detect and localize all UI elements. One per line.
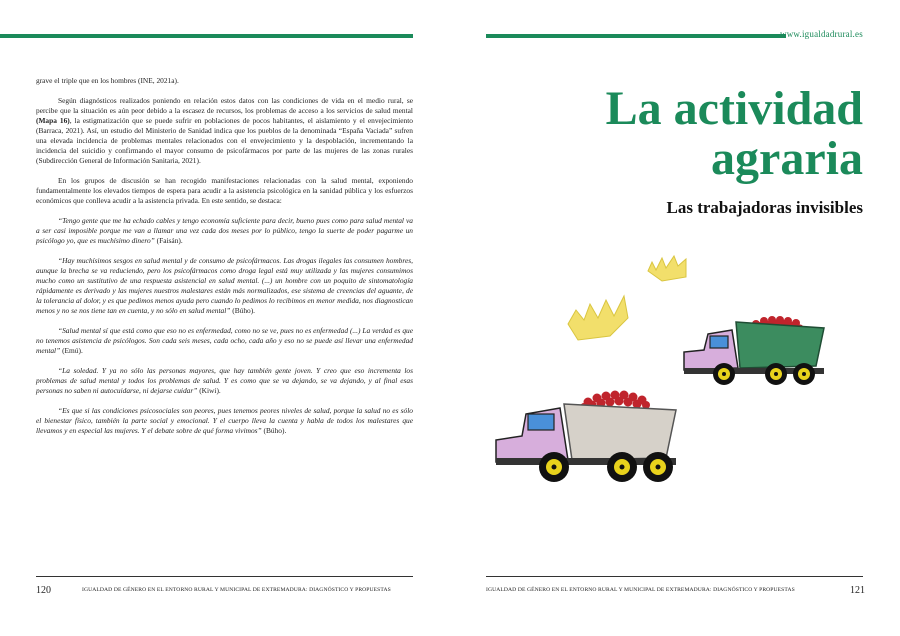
top-accent-bar [0, 34, 413, 38]
map-reference-link[interactable]: (Mapa 16) [36, 116, 70, 125]
quote-3 [36, 326, 413, 356]
body-text [36, 76, 413, 446]
quote-attribution: (Búho). [230, 306, 256, 315]
paragraph-1-part-b: , la estigmatización que se puede sufrir en poblaciones de pocos habitantes, el aislamiento y el envejecimiento (Barraca, 2021). Así, un estudio del Ministerio de Sanidad indica que los pueblos de la denominada “España Vaciada” sufren una elevada incidencia de problemas mentales relacionados con el envejecimiento y la despoblación, incrementando la incidencia del suicidio y confirmando el mayor consumo de psicofármacos por parte de las mujeres de las zonas rurales (Subdirección General de Información Sanitaria, 2021). [36, 116, 413, 165]
site-url-link[interactable]: www.igualdadrural.es [780, 29, 863, 39]
intro-fragment: grave el triple que en los hombres (INE, 2021a). [36, 76, 179, 85]
footer-caption: IGUALDAD DE GÉNERO EN EL ENTORNO RURAL Y MUNICIPAL DE EXTREMADURA: DIAGNÓSTICO Y PROPUESTAS [82, 587, 391, 593]
green-dump-truck-icon [684, 316, 824, 385]
quote-attribution: (Emú). [60, 346, 83, 355]
crown-icon-large [568, 296, 628, 340]
page-number: 120 [36, 585, 51, 596]
illustration [450, 0, 900, 636]
quote-attribution: (Kiwi). [197, 386, 221, 395]
right-page [450, 0, 900, 636]
quote-attribution: (Faisán). [154, 236, 183, 245]
footer-rule [486, 576, 863, 577]
quote-text: “Salud mental sí que está como que eso no es enfermedad, como no se ve, pues no es enfermedad (...) La verdad es que no tenemos asistencia de psicólogos. Son cada seis meses, cada ocho, cada año y eso no se puede así llevar una enfermedad mental” [36, 326, 413, 355]
quote-text: “Hay muchísimos sesgos en salud mental y de consumo de psicofármacos. Las drogas ilegales las consumen hombres, aunque la brecha se va reduciendo, pero los psicofármacos como droga legal está muy utilizada y las mujeres consumimos mucho como un sustitutivo de una respuesta asistencial en salud mental. (...) un hombre con un poquito de sintomatología rápidamente es derivado y las mujeres nuestros malestares están más normalizados, ese sistema de creencias del aguante, de la tolerancia al dolor, y es que pedimos menos ayuda pero cuando lo pedimos lo recibimos en menor medida, nos diagnostican menos y no se nos tiene tan en cuenta, y no sólo en salud mental” [36, 256, 413, 315]
quote-attribution: (Búho). [261, 426, 287, 435]
footer-caption: IGUALDAD DE GÉNERO EN EL ENTORNO RURAL Y MUNICIPAL DE EXTREMADURA: DIAGNÓSTICO Y PROPUESTAS [486, 587, 795, 593]
title-line-1: La actividad [605, 82, 863, 135]
quote-text: “La soledad. Y ya no sólo las personas mayores, que hay también gente joven. Y creo que eso incrementa los problemas de salud mental y todos los problemas de salud. Y es como que se va dejando, se va dejando, y al final esas personas no saben ni autocuidarse, ni dejarse cuidar” [36, 366, 413, 395]
crown-icon-small [648, 256, 686, 281]
quote-text: “Es que si las condiciones psicosociales son peores, pues tenemos peores niveles de salud, porque la salud no es sólo el bienestar físico, también la parte social y emocional. Y el cuerpo lleva la cuenta y habla de todos los malestares que llevamos y en especial las mujeres. Y el debate sobre de qué forma vivimos” [36, 406, 413, 435]
paragraph-2: En los grupos de discusión se han recogido manifestaciones relacionadas con la salud mental, exponiendo fundamentalmente los elevados tiempos de espera para acudir a la asistencia psicológica en la sanidad pública y los esfuerzos económicos que conlleva acudir a la asistencia privada. En este sentido, se destaca: [36, 176, 413, 205]
paragraph-1-part-a: Según diagnósticos realizados poniendo en relación estos datos con las condiciones de vida en el medio rural, se percibe que la situación es aún peor debido a la escasez de recursos, los problemas de acceso a los servicios de salud mental [36, 96, 413, 115]
page-number: 121 [850, 585, 865, 596]
quote-2 [36, 256, 413, 316]
quote-1 [36, 216, 413, 246]
title-line-2: agraria [711, 132, 863, 185]
paragraph-1 [36, 96, 413, 166]
grey-dump-truck-icon [496, 391, 676, 483]
quote-5 [36, 406, 413, 436]
chapter-subtitle: Las trabajadoras invisibles [666, 198, 863, 217]
quote-text: “Tengo gente que me ha echado cables y tengo economía suficiente para decir, bueno pues como para salud mental va a ser casi imposible porque me van a llamar una vez cada dos meses por lo público, tengo la suerte de poder pagarme un psicólogo yo, que es muchísimo dinero” [36, 216, 413, 245]
footer-rule [36, 576, 413, 577]
quote-4 [36, 366, 413, 396]
